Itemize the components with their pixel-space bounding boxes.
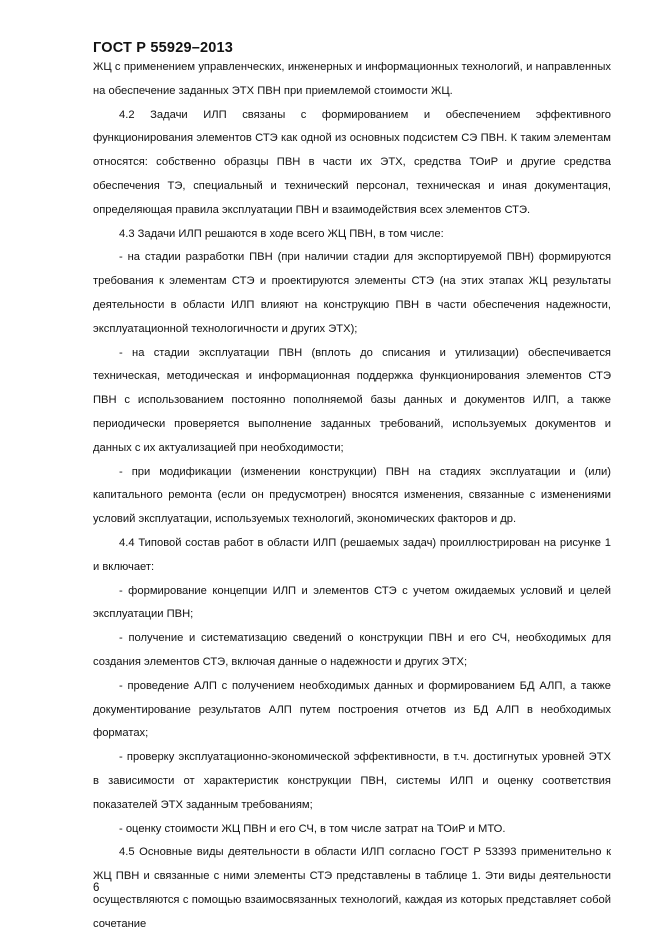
list-item: - на стадии эксплуатации ПВН (вплоть до списания и утилизации) обеспечивается техническая, методическая и информационная поддержка функционирования элементов СТЭ ПВН с использованием постоянно пополняемой базы данных и документов ИЛП, а также периодически проверяется выполнение заданных требований, используемых документов и данных с их актуализацией при необходимости; — [93, 346, 611, 454]
page-number: 6 — [93, 882, 100, 894]
list-item: - на стадии разработки ПВН (при наличии стадии для экспортируемой ПВН) формируются требования к элементам СТЭ и проектируются элементы СТЭ (на этих этапах ЖЦ результаты деятельности в области ИЛП влияют на конструкцию ПВН в части обеспечения надежности, эксплуатационной технологичности и других ЭТХ); — [93, 251, 611, 335]
paragraph-4-5: 4.5 Основные виды деятельности в области ИЛП согласно ГОСТ Р 53393 применительно к ЖЦ ПВН и связанные с ними элементы СТЭ представлены в таблице 1. Эти виды деятельности осуществляются с помощью взаимосвязанных технологий, каждая из которых представляет собой сочетание — [93, 846, 611, 930]
list-item: - оценку стоимости ЖЦ ПВН и его СЧ, в том числе затрат на ТОиР и МТО. — [119, 822, 506, 835]
paragraph-4-3: 4.3 Задачи ИЛП решаются в ходе всего ЖЦ ПВН, в том числе: — [119, 227, 444, 240]
document-header: ГОСТ Р 55929–2013 — [93, 40, 234, 56]
paragraph-continuation: ЖЦ с применением управленческих, инженерных и информационных технологий, и направленных на обеспечение заданных ЭТХ ПВН при приемлемой стоимости ЖЦ. — [93, 61, 611, 97]
document-body — [93, 56, 611, 936]
list-item: - получение и систематизацию сведений о конструкции ПВН и его СЧ, необходимых для создания элементов СТЭ, включая данные о надежности и других ЭТХ; — [93, 632, 611, 668]
paragraph-4-4: 4.4 Типовой состав работ в области ИЛП (решаемых задач) проиллюстрирован на рисунке 1 и включает: — [93, 536, 611, 573]
list-item: - проверку эксплуатационно-экономической эффективности, в т.ч. достигнутых уровней ЭТХ в зависимости от характеристик конструкции ПВН, системы ИЛП и оценку соответствия показателей ЭТХ заданным требованиям; — [93, 751, 611, 811]
paragraph-4-2: 4.2 Задачи ИЛП связаны с формированием и обеспечением эффективного функционирования элементов СТЭ как одной из основных подсистем СЭ ПВН. К таким элементам относятся: собственно образцы ПВН в части их ЭТХ, средства ТОиР и другие средства обеспечения ТЭ, специальный и технический персонал, техническая и иная документация, определяющая правила эксплуатации ПВН и взаимодействия всех элементов СТЭ. — [93, 108, 611, 216]
list-item: - проведение АЛП с получением необходимых данных и формированием БД АЛП, а также документирование результатов АЛП путем построения отчетов из БД АЛП в необходимых форматах; — [93, 679, 611, 740]
list-item: - при модификации (изменении конструкции) ПВН на стадиях эксплуатации и (или) капитального ремонта (если он предусмотрен) вносятся изменения, связанные с изменениями условий эксплуатации, используемых технологий, экономических факторов и др. — [93, 465, 611, 526]
list-item: - формирование концепции ИЛП и элементов СТЭ с учетом ожидаемых условий и целей эксплуатации ПВН; — [93, 584, 611, 621]
